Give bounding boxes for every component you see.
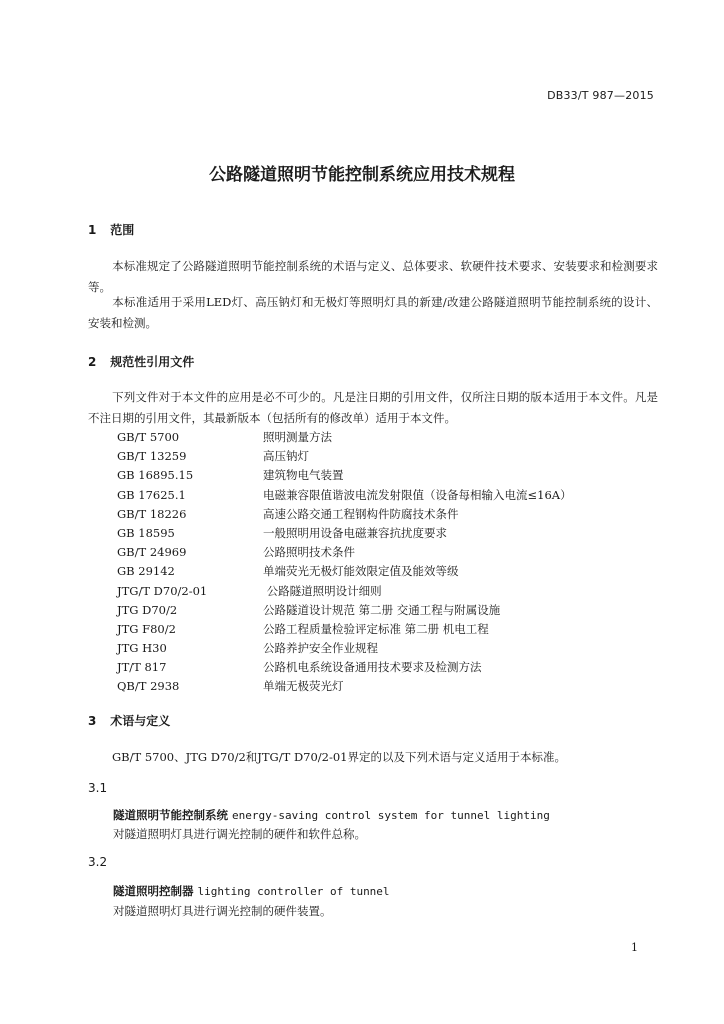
- section-2-heading: [88, 353, 194, 370]
- reference-code: GB/T 5700: [117, 430, 180, 444]
- reference-row: [117, 639, 637, 658]
- section-3-number: 3: [88, 714, 97, 728]
- reference-row: [117, 658, 637, 677]
- reference-row: [117, 677, 637, 696]
- reference-row: [117, 428, 637, 447]
- reference-name: 公路机电系统设备通用技术要求及检测方法: [263, 660, 482, 675]
- term-3-1-number: 3.1: [88, 781, 108, 795]
- reference-name: 公路工程质量检验评定标准 第二册 机电工程: [263, 621, 489, 636]
- standard-code: DB33/T 987—2015: [547, 89, 654, 102]
- term-3-2-english: lighting controller of tunnel: [197, 885, 390, 898]
- reference-name: 电磁兼容限值谐波电流发射限值（设备每相输入电流≤16A）: [263, 487, 572, 502]
- reference-code: QB/T 2938: [117, 679, 180, 694]
- section-1-title: 范围: [110, 223, 135, 237]
- reference-row: [117, 620, 637, 639]
- reference-row: [117, 486, 637, 505]
- reference-code: JTG H30: [117, 641, 167, 656]
- reference-row: [117, 505, 637, 524]
- term-3-1: [113, 807, 550, 823]
- reference-name: 高速公路交通工程钢构件防腐技术条件: [263, 506, 459, 521]
- section-2-title: 规范性引用文件: [110, 355, 195, 369]
- reference-code: JTG D70/2: [117, 602, 178, 617]
- reference-code: GB 29142: [117, 564, 175, 579]
- term-3-1-definition: 对隧道照明灯具进行调光控制的硬件和软件总称。: [113, 827, 366, 841]
- section-3-heading: [88, 712, 170, 729]
- section-1-paragraph-2-text: 本标准适用于采用LED灯、高压钠灯和无极灯等照明灯具的新建/改建公路隧道照明节能控制系统的设计、安装和检测。: [88, 295, 658, 330]
- section-3-intro: [88, 747, 658, 768]
- section-1-heading: [88, 221, 134, 238]
- reference-row: [117, 562, 637, 581]
- section-3-intro-text: GB/T 5700、JTG D70/2和JTG/T D70/2-01界定的以及下列术语与定义适用于本标准。: [112, 750, 567, 764]
- reference-row: [117, 543, 637, 562]
- term-3-2: [113, 883, 390, 899]
- reference-code: GB 17625.1: [117, 487, 186, 502]
- reference-name: 公路养护安全作业规程: [263, 641, 378, 656]
- section-1-paragraph-1-text: 本标准规定了公路隧道照明节能控制系统的术语与定义、总体要求、软硬件技术要求、安装要求和检测要求等。: [88, 259, 658, 294]
- reference-code: GB/T 13259: [117, 449, 187, 464]
- reference-code: JT/T 817: [117, 660, 167, 675]
- reference-code: GB 16895.15: [117, 468, 194, 483]
- reference-code: GB/T 18226: [117, 506, 187, 521]
- section-1-paragraph-2: [88, 292, 658, 334]
- reference-row: [117, 582, 637, 601]
- section-3-title: 术语与定义: [110, 714, 171, 728]
- reference-name: 公路隧道设计规范 第二册 交通工程与附属设施: [263, 602, 501, 617]
- reference-code: JTG/T D70/2-01: [117, 583, 208, 598]
- reference-row: [117, 447, 637, 466]
- reference-name: 单端荧光无极灯能效限定值及能效等级: [263, 564, 459, 579]
- reference-name: 照明测量方法: [263, 430, 332, 444]
- section-2-intro: [88, 387, 658, 429]
- reference-code: GB/T 24969: [117, 545, 187, 560]
- reference-row: [117, 601, 637, 620]
- reference-name: 单端无极荧光灯: [263, 679, 344, 694]
- section-1-number: 1: [88, 223, 97, 237]
- reference-name: 公路隧道照明设计细则: [263, 583, 382, 598]
- term-3-2-number: 3.2: [88, 855, 108, 869]
- term-3-1-chinese: 隧道照明节能控制系统: [113, 808, 228, 822]
- term-3-2-definition: 对隧道照明灯具进行调光控制的硬件装置。: [113, 904, 332, 918]
- reference-name: 公路照明技术条件: [263, 545, 355, 560]
- normative-reference-list: [117, 428, 637, 697]
- reference-name: 一般照明用设备电磁兼容抗扰度要求: [263, 525, 447, 540]
- reference-code: GB 18595: [117, 525, 175, 540]
- reference-name: 高压钠灯: [263, 449, 309, 464]
- section-2-number: 2: [88, 355, 97, 369]
- section-2-intro-text: 下列文件对于本文件的应用是必不可少的。凡是注日期的引用文件，仅所注日期的版本适用于本文件。凡是不注日期的引用文件，其最新版本（包括所有的修改单）适用于本文件。: [88, 390, 658, 425]
- document-title: 公路隧道照明节能控制系统应用技术规程: [209, 165, 515, 185]
- reference-code: JTG F80/2: [117, 621, 176, 636]
- term-3-2-chinese: 隧道照明控制器: [113, 884, 194, 898]
- reference-row: [117, 466, 637, 485]
- reference-row: [117, 524, 637, 543]
- page-number: 1: [631, 941, 638, 954]
- term-3-1-english: energy-saving control system for tunnel lighting: [232, 809, 550, 822]
- reference-name: 建筑物电气装置: [263, 468, 344, 483]
